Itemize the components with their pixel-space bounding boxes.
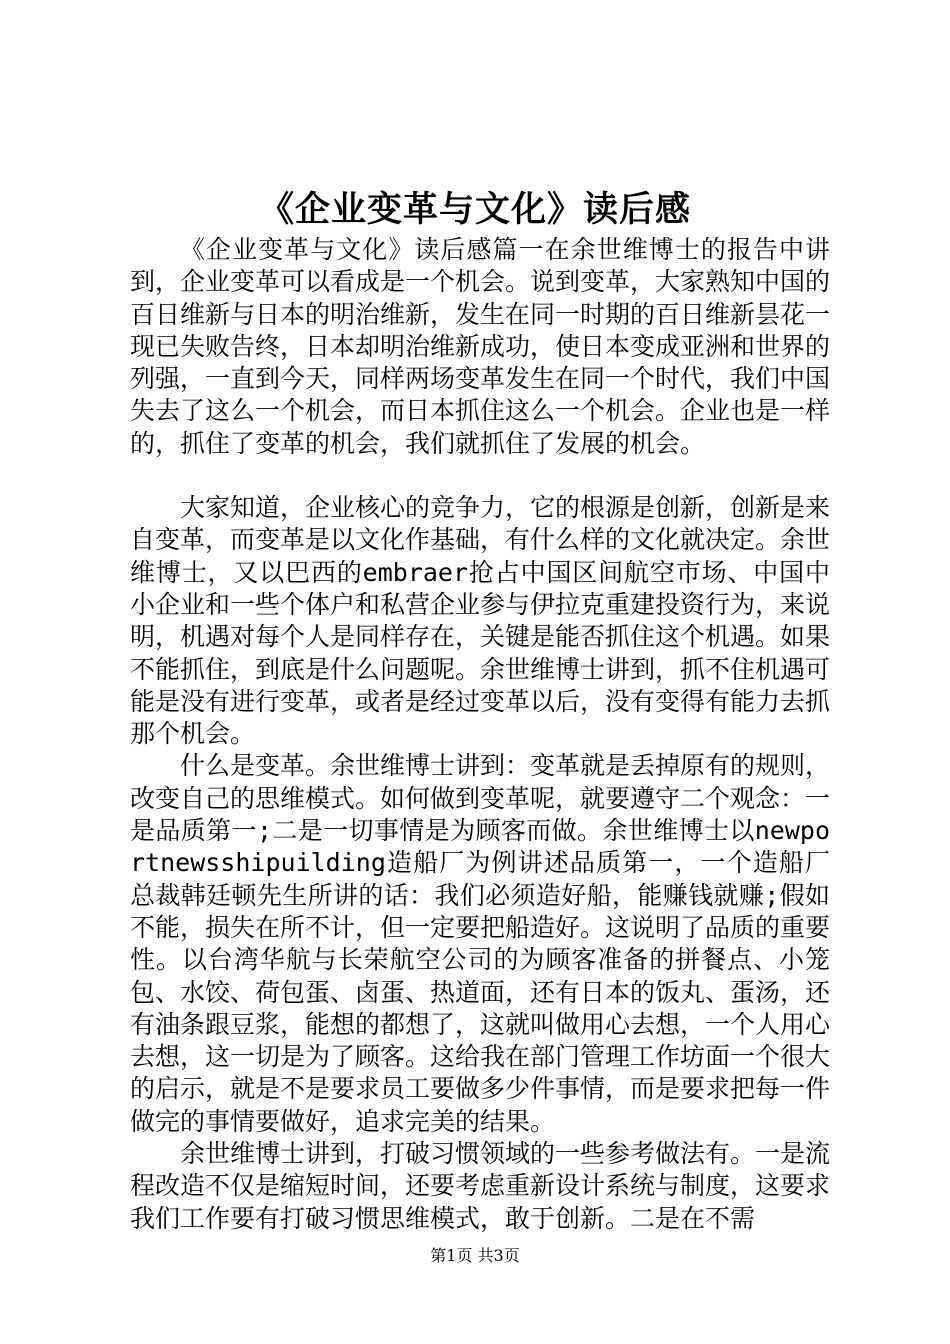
document-body <box>130 234 830 1235</box>
paragraph: 《企业变革与文化》读后感篇一在余世维博士的报告中讲到，企业变革可以看成是一个机会。说到变革，大家熟知中国的百日维新与日本的明治维新，发生在同一时期的百日维新昙花一现已失败告终，日本却明治维新成功，使日本变成亚洲和世界的列强，一直到今天，同样两场变革发生在同一个时代，我们中国失去了这么一个机会，而日本抓住这么一个机会。企业也是一样的，抓住了变革的机会，我们就抓住了发展的机会。 <box>130 235 831 458</box>
page-footer: 第1页 共3页 <box>430 1246 520 1265</box>
paragraph: 大家知道，企业核心的竞争力，它的根源是创新，创新是来自变革，而变革是以文化作基础，有什么样的文化就决定。余世维博士，又以巴西的embraer抢占中国区间航空市场、中国中小企业和一些个体户和私营企业参与伊拉克重建投资行为，来说明，机遇对每个人是同样存在，关键是能否抓住这个机遇。如果不能抓住，到底是什么问题呢。余世维博士讲到，抓不住机遇可能是没有进行变革，或者是经过变革以后，没有变得有能力去抓那个机会。 <box>130 493 831 749</box>
paragraph: 什么是变革。余世维博士讲到：变革就是丢掉原有的规则，改变自己的思维模式。如何做到变革呢，就要遵守二个观念：一是品质第一;二是一切事情是为顾客而做。余世维博士以newportnewsshipuilding造船厂为例讲述品质第一，一个造船厂总裁韩廷顿先生所讲的话：我们必须造好船，能赚钱就赚;假如不能，损失在所不计，但一定要把船造好。这说明了品质的重要性。以台湾华航与长荣航空公司的为顾客准备的拼餐点、小笼包、水饺、荷包蛋、卤蛋、热道面，还有日本的饭丸、蛋汤，还有油条跟豆浆，能想的都想了，这就叫做用心去想，一个人用心去想，这一切是为了顾客。这给我在部门管理工作坊面一个很大的启示，就是不是要求员工要做多少件事情，而是要求把每一件做完的事情要做好，追求完美的结果。 <box>130 751 831 1136</box>
paragraph: 余世维博士讲到，打破习惯领域的一些参考做法有。一是流程改造不仅是缩短时间，还要考虑重新设计系统与制度，这要求我们工作要有打破习惯思维模式，敢于创新。二是在不需 <box>130 1139 831 1233</box>
document-title: 《企业变革与文化》读后感 <box>258 189 691 230</box>
